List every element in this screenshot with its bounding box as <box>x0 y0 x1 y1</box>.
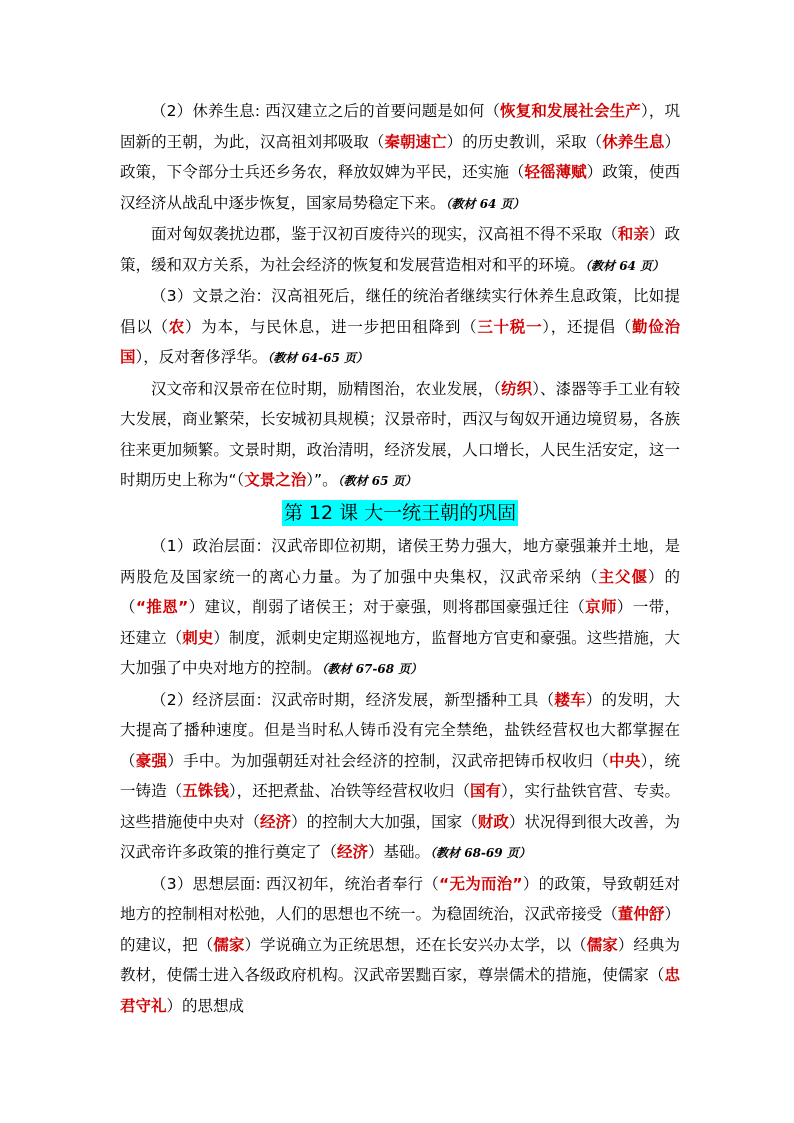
answer-highlight: 经济 <box>260 812 292 831</box>
answer-highlight: “无为而治” <box>439 874 523 893</box>
textbook-page-ref: （教材 67-68 页） <box>321 662 423 676</box>
text-run: 面对匈奴袭扰边郡，鉴于汉初百废待兴的现实，汉高祖不得不采取（ <box>151 225 618 243</box>
answer-highlight: 三十税一 <box>477 317 543 336</box>
textbook-page-ref: （教材 64 页） <box>585 258 665 273</box>
para-zhengzhi <box>120 531 680 685</box>
text-run: ）手中。为加强朝廷对社会经济的控制，汉武帝把铸币权收归（ <box>167 751 610 770</box>
text-run: ）的思想成 <box>166 996 245 1015</box>
answer-highlight: 经济 <box>337 843 369 861</box>
answer-highlight: 秦朝速亡 <box>384 132 447 151</box>
lesson-12-heading: 第 12 课 大一统王朝的巩固 <box>283 501 517 524</box>
text-run: ），反对奢侈浮华。 <box>135 348 268 366</box>
para-xiuyang-shengxi <box>120 96 680 219</box>
text-run: ）制度，派刺史定期巡视地方，监督地方官吏和豪强。这些措施，大大加强了中央对地方的控制。 <box>120 628 680 677</box>
answer-highlight: 轻徭薄赋 <box>524 163 587 181</box>
answer-highlight: 儒家 <box>586 935 618 954</box>
text-run: （2）经济层面：汉武帝时期，经济发展，新型播种工具（ <box>151 690 555 709</box>
text-run: ）的历史教训，采取（ <box>446 132 603 151</box>
para-jingji <box>120 685 680 869</box>
answer-highlight: 主父偃 <box>598 567 648 586</box>
answer-highlight: “推恩” <box>135 598 189 616</box>
text-run: ），还把煮盐、冶铁等经营权收归（ <box>228 782 470 800</box>
answer-highlight: 恢复和发展社会生产 <box>500 102 641 120</box>
text-run: ），还提倡（ <box>542 317 632 336</box>
text-run: ）经典为教材，使儒士进入各级政府机构。汉武帝罢黜百家，尊崇儒术的措施，使儒家（ <box>120 935 680 984</box>
document-page <box>120 96 680 1021</box>
para-heqin <box>120 219 680 281</box>
text-run: ）的政策，导致朝廷对地方的控制相对松弛，人们的思想也不统一。为稳固统治，汉武帝接受（ <box>120 874 681 923</box>
text-run: （2）休养生息: 西汉建立之后的首要问题是如何（ <box>151 102 501 120</box>
answer-highlight: 国有 <box>470 782 502 800</box>
text-run: ），统一铸造（ <box>120 751 680 800</box>
textbook-page-ref: （教材 65 页） <box>337 474 417 488</box>
answer-highlight: 纺织 <box>501 379 533 398</box>
text-run: ）的发明，大大提高了播种速度。但是当时私人铸币没有完全禁绝，盐铁经营权也大都掌握在（ <box>120 690 680 770</box>
textbook-page-ref: （教材 68-69 页） <box>430 846 531 860</box>
text-run: ），实行盐铁官营、专卖。这些措施使中央对（ <box>120 782 680 831</box>
answer-highlight: 忠君守礼 <box>120 966 680 1015</box>
textbook-page-ref: （教材 64-65 页） <box>267 351 369 365</box>
answer-highlight: 中央 <box>609 751 641 770</box>
text-run: ）为本，与民休息，进一步把田租降到（ <box>184 317 478 336</box>
text-run: （3）思想层面: 西汉初年，统治者奉行（ <box>151 874 440 893</box>
text-run: ）建议，削弱了诸侯王；对于豪强，则将郡国豪强迁往（ <box>188 598 586 616</box>
text-run: ）状况得到很大改善，为汉武帝许多政策的推行奠定了（ <box>120 812 680 861</box>
answer-highlight: 农 <box>168 317 185 336</box>
text-run: ）政策，下令部分士兵还乡务农，释放奴婢为平民，还实施（ <box>120 132 680 181</box>
para-wenjing-zhizhi <box>120 281 680 374</box>
text-run: ）、漆器等手工业有较大发展，商业繁荣，长安城初具规模；汉景帝时，西汉与匈奴开通边境贸易，各族往来更加频繁。文景时期，政治清明，经济发展，人口增长，人民生活安定，这一时期历史上称为“（ <box>120 379 680 489</box>
text-run: ）一带，还建立（ <box>120 598 680 647</box>
answer-highlight: 财政 <box>477 812 509 831</box>
text-run: ）的（ <box>120 567 680 616</box>
answer-highlight: 刺史 <box>182 628 214 647</box>
text-run: （3）文景之治：汉高祖死后，继任的统治者继续实行休养生息政策，比如提倡以（ <box>120 287 680 336</box>
answer-highlight: 五铢钱 <box>182 782 229 800</box>
para-wendi-jingdi <box>120 374 680 497</box>
answer-highlight: 耧车 <box>554 690 586 709</box>
text-run: （1）政治层面：汉武帝即位初期，诸侯王势力强大，地方豪强兼并土地，是两股危及国家统一的离心力量。为了加强中央集权，汉武帝采纳（ <box>120 537 680 586</box>
text-run: ）的建议，把（ <box>120 905 680 954</box>
textbook-page-ref: （教材 64 页） <box>445 196 525 211</box>
text-run: ），巩固新的王朝，为此，汉高祖刘邦吸取（ <box>120 102 680 151</box>
text-run: 汉文帝和汉景帝在位时期，励精图治，农业发展，（ <box>151 379 502 398</box>
answer-highlight: 文景之治 <box>244 471 307 489</box>
text-run: ）的控制大大加强，国家（ <box>291 812 478 831</box>
text-run: ）基础。 <box>368 843 431 861</box>
text-run: ）”。 <box>306 471 338 489</box>
answer-highlight: 董仲舒 <box>617 905 665 923</box>
heading-wrap <box>120 499 680 530</box>
answer-highlight: 和亲 <box>617 225 649 243</box>
text-run: ）学说确立为正统思想，还在长安兴办太学，以（ <box>244 935 587 954</box>
text-run: ）政策，缓和双方关系，为社会经济的恢复和发展营造相对和平的环境。 <box>120 225 680 274</box>
answer-highlight: 休养生息 <box>602 132 665 151</box>
para-sixiang <box>120 869 680 1022</box>
answer-highlight: 京师 <box>585 598 617 616</box>
text-run: ）政策，使西汉经济从战乱中逐步恢复，国家局势稳定下来。 <box>120 163 680 212</box>
answer-highlight: 豪强 <box>135 751 168 770</box>
answer-highlight: 勤俭治国 <box>120 317 680 366</box>
answer-highlight: 儒家 <box>213 935 245 954</box>
